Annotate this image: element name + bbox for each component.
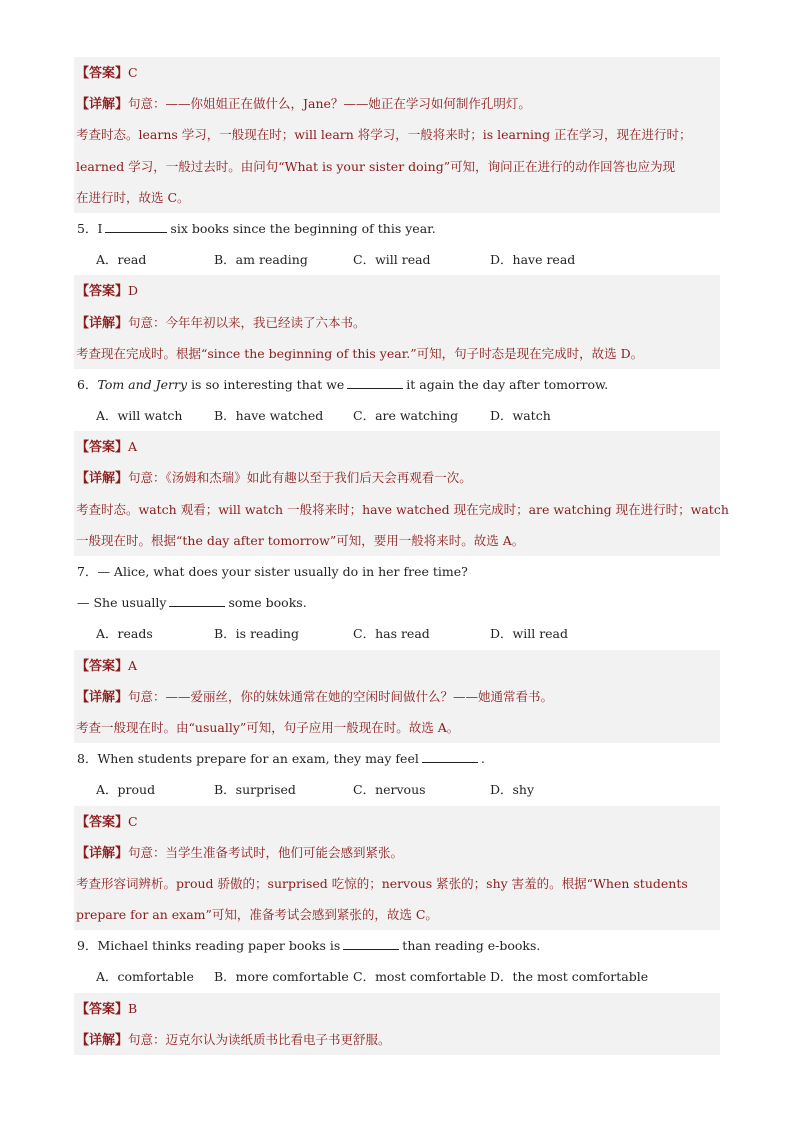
answer-line xyxy=(74,57,720,88)
option-c[interactable]: C．most comfortable xyxy=(353,969,487,985)
question-text: it again the day after tomorrow. xyxy=(406,376,609,392)
answer-line xyxy=(74,806,720,837)
answer-line xyxy=(74,431,720,462)
option-b[interactable]: B．have watched xyxy=(214,408,324,424)
option-d[interactable]: D．will read xyxy=(490,626,569,642)
question-6-stem xyxy=(74,369,720,400)
answer-blank[interactable] xyxy=(169,593,225,607)
detail-line xyxy=(74,307,720,338)
title-italic: Tom and Jerry xyxy=(97,376,188,392)
answer-value: C xyxy=(128,813,138,829)
answer-value: D xyxy=(128,283,139,299)
worksheet-page xyxy=(74,57,729,1055)
answer-blank[interactable] xyxy=(422,749,478,763)
answer-value: C xyxy=(128,65,138,80)
answer-tag: 【答案】 xyxy=(76,66,129,81)
question-text: is so interesting that we xyxy=(191,376,345,392)
option-c[interactable]: C．will read xyxy=(353,252,431,268)
detail-tag: 【详解】 xyxy=(76,1032,129,1048)
question-8-stem xyxy=(74,743,720,774)
detail-text: 句意：今年年初以来，我已经读了六本书。 xyxy=(128,314,366,330)
option-c[interactable]: C．are watching xyxy=(353,408,459,424)
detail-text: 句意：迈克尔认为读纸质书比看电子书更舒服。 xyxy=(128,1031,391,1047)
answer-tag: 【答案】 xyxy=(76,658,129,674)
option-b[interactable]: B．is reading xyxy=(214,626,299,642)
explain-line: 一般现在时。根据“the day after tomorrow”可知，要用一般将来时。故选 A。 xyxy=(74,525,720,556)
explain-line: 考查时态。watch 观看；will watch 一般将来时；have watched 现在完成时；are watching 现在进行时；watch xyxy=(74,494,720,525)
question-7-stem-line2 xyxy=(74,587,720,618)
question-number: 6． xyxy=(77,376,98,392)
option-b[interactable]: B．am reading xyxy=(214,252,308,268)
explain-line: 考查现在完成时。根据“since the beginning of this year.”可知，句子时态是现在完成时，故选 D。 xyxy=(74,338,720,369)
answer-tag: 【答案】 xyxy=(76,284,129,300)
explain-line: 考查一般现在时。由“usually”可知，句子应用一般现在时。故选 A。 xyxy=(74,712,720,743)
option-c[interactable]: C．has read xyxy=(353,626,430,642)
answer-tag: 【答案】 xyxy=(76,1001,129,1017)
answer-blank[interactable] xyxy=(105,219,167,233)
option-d[interactable]: D．shy xyxy=(490,782,535,798)
detail-text: 句意：——爱丽丝，你的妹妹通常在她的空闲时间做什么？——她通常看书。 xyxy=(128,688,554,704)
question-text: 8．When students prepare for an exam, they may feel xyxy=(77,751,419,767)
explain-line: 考查时态。learns 学习，一般现在时；will learn 将学习，一般将来时；is learning 正在学习，现在进行时； xyxy=(74,119,720,150)
answer-line xyxy=(74,650,720,681)
answer-value: A xyxy=(128,657,138,673)
option-b[interactable]: B．surprised xyxy=(214,782,296,798)
answer-tag: 【答案】 xyxy=(76,814,129,830)
question-9-options xyxy=(74,961,720,992)
question-number: 5．I xyxy=(77,220,103,236)
explain-line: learned 学习，一般过去时。由问句“What is your sister doing”可知，询问正在进行的动作回答也应为现 xyxy=(74,151,720,182)
answer-blank[interactable] xyxy=(343,936,399,950)
explain-line: 考查形容词辨析。proud 骄傲的；surprised 吃惊的；nervous 紧张的；shy 害羞的。根据“When students xyxy=(74,868,720,899)
option-d[interactable]: D．watch xyxy=(490,408,551,424)
answer-value: B xyxy=(128,1000,138,1016)
detail-text: 句意：《汤姆和杰瑞》如此有趣以至于我们后天会再观看一次。 xyxy=(128,470,472,486)
answer-value: A xyxy=(128,439,138,455)
question-5-options xyxy=(74,244,720,275)
answer-line xyxy=(74,993,720,1024)
option-a[interactable]: A．will watch xyxy=(96,408,183,424)
question-6-options xyxy=(74,400,720,431)
detail-tag: 【详解】 xyxy=(76,689,129,705)
detail-line xyxy=(74,462,720,493)
question-9-stem xyxy=(74,930,720,961)
question-text: — She usually xyxy=(77,595,167,611)
option-a[interactable]: A．read xyxy=(96,252,147,268)
question-text: some books. xyxy=(228,595,307,611)
detail-text: 句意：——你姐姐正在做什么，Jane？——她正在学习如何制作孔明灯。 xyxy=(128,96,531,112)
answer-line xyxy=(74,275,720,306)
question-text: than reading e-books. xyxy=(402,938,541,954)
detail-line xyxy=(74,1024,720,1055)
detail-text: 句意：当学生准备考试时，他们可能会感到紧张。 xyxy=(128,844,404,860)
explain-line: 在进行时，故选 C。 xyxy=(74,182,720,213)
option-d[interactable]: D．the most comfortable xyxy=(490,969,649,985)
detail-line xyxy=(74,837,720,868)
detail-line xyxy=(74,88,720,119)
option-a[interactable]: A．reads xyxy=(96,626,153,642)
detail-tag: 【详解】 xyxy=(76,315,129,331)
detail-tag: 【详解】 xyxy=(76,845,129,861)
explain-line: prepare for an exam”可知，准备考试会感到紧张的，故选 C。 xyxy=(74,899,720,930)
question-text: six books since the beginning of this year. xyxy=(170,220,436,236)
answer-blank[interactable] xyxy=(347,375,403,389)
detail-tag: 【详解】 xyxy=(76,471,129,487)
question-text: . xyxy=(480,751,485,767)
question-text: 9．Michael thinks reading paper books is xyxy=(77,938,341,954)
answer-tag: 【答案】 xyxy=(76,440,129,456)
question-5-stem xyxy=(74,213,720,244)
detail-line xyxy=(74,681,720,712)
option-a[interactable]: A．comfortable xyxy=(96,969,194,985)
question-8-options xyxy=(74,774,720,805)
question-7-options xyxy=(74,618,720,649)
option-c[interactable]: C．nervous xyxy=(353,782,426,798)
question-7-stem: 7．— Alice, what does your sister usually do in her free time? xyxy=(77,564,468,579)
option-d[interactable]: D．have read xyxy=(490,252,576,268)
option-b[interactable]: B．more comfortable xyxy=(214,969,349,985)
detail-tag: 【详解】 xyxy=(76,97,129,113)
option-a[interactable]: A．proud xyxy=(96,782,156,798)
